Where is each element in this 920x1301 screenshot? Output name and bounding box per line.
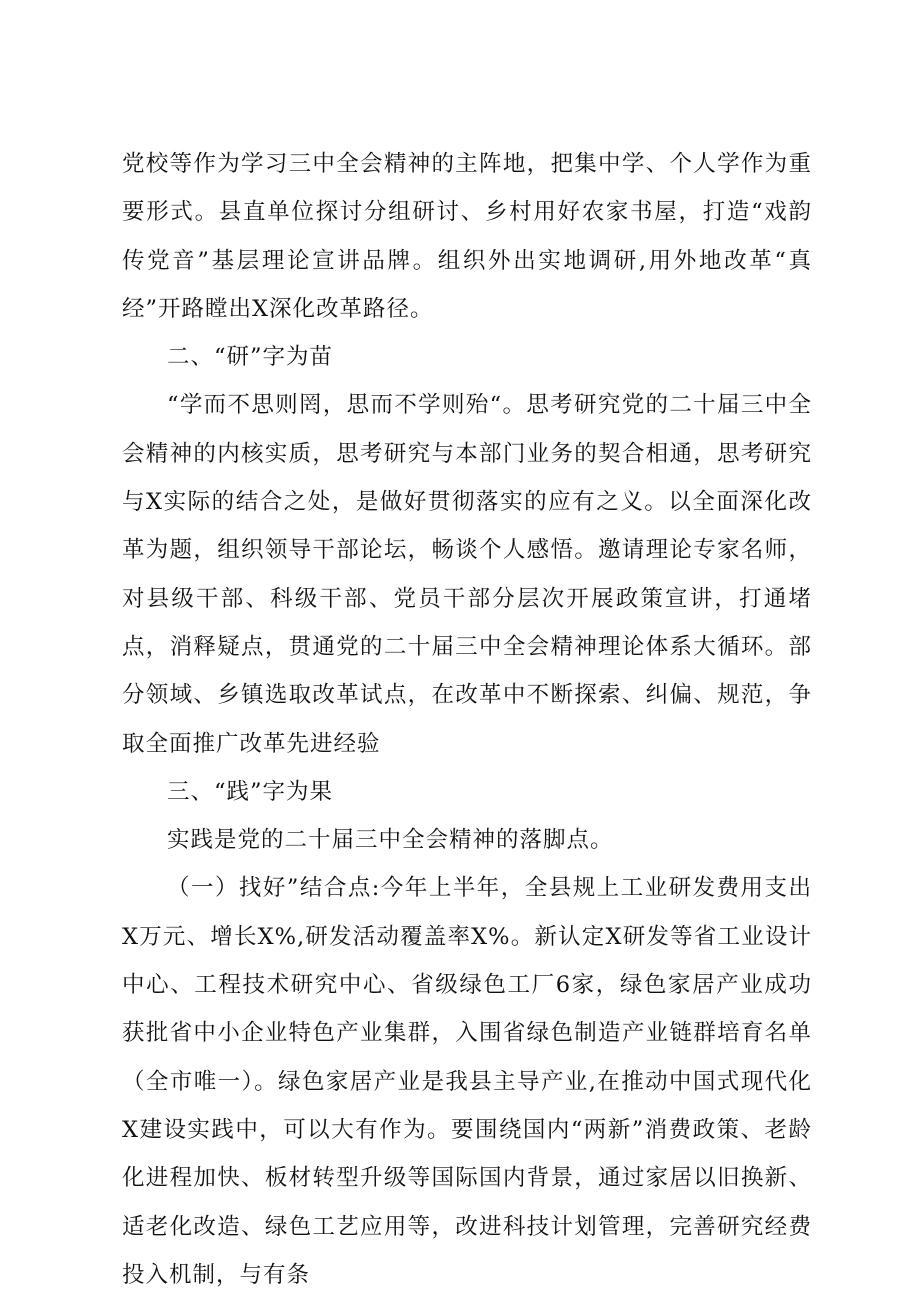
document-body [122, 140, 812, 1299]
paragraph-integration-point: （一）找好”结合点:今年上半年，全县规上工业研发费用支出X万元、增长X%,研发活动覆盖率X%。新认定X研发等省工业设计中心、工程技术研究中心、省级绿色工厂6家，绿色家居产业成功获批省中小企业特色产业集群，入围省绿色制造产业链群培育名单（全市唯一）。绿色家居产业是我县主导产业,在推动中国式现代化X建设实践中，可以大有作为。要围绕国内“两新”消费政策、老龄化进程加快、板材转型升级等国际国内背景，通过家居以旧换新、适老化改造、绿色工艺应用等，改进科技计划管理，完善研究经费投入机制，与有条 [122, 875, 812, 1288]
paragraph-practice-intro: 实践是党的二十届三中全会精神的落脚点。 [167, 827, 614, 854]
paragraph-study-venues: 党校等作为学习三中全会精神的主阵地，把集中学、个人学作为重要形式。县直单位探讨分组研讨、乡村用好农家书屋，打造“戏韵传党音”基层理论宣讲品牌。组织外出实地调研,用外地改革“真经”开路瞠出X深化改革路径。 [122, 151, 812, 322]
paragraph-research: “学而不思则罔，思而不学则殆“。思考研究党的二十届三中全会精神的内核实质，思考研究与本部门业务的契合相通，思考研究与X实际的结合之处，是做好贯彻落实的应有之义。以全面深化改革为题，组织领导干部论坛，畅谈个人感悟。邀请理论专家名师，对县级干部、科级干部、党员干部分层次开展政策宣讲，打通堵点，消释疑点，贯通党的二十届三中全会精神理论体系大循环。部分领域、乡镇选取改革试点，在改革中不断探索、纠偏、规范，争取全面推广改革先进经验 [122, 392, 812, 757]
section-heading-research: 二、“研”字为苗 [167, 344, 334, 371]
section-heading-practice: 三、“践”字为果 [167, 778, 334, 805]
